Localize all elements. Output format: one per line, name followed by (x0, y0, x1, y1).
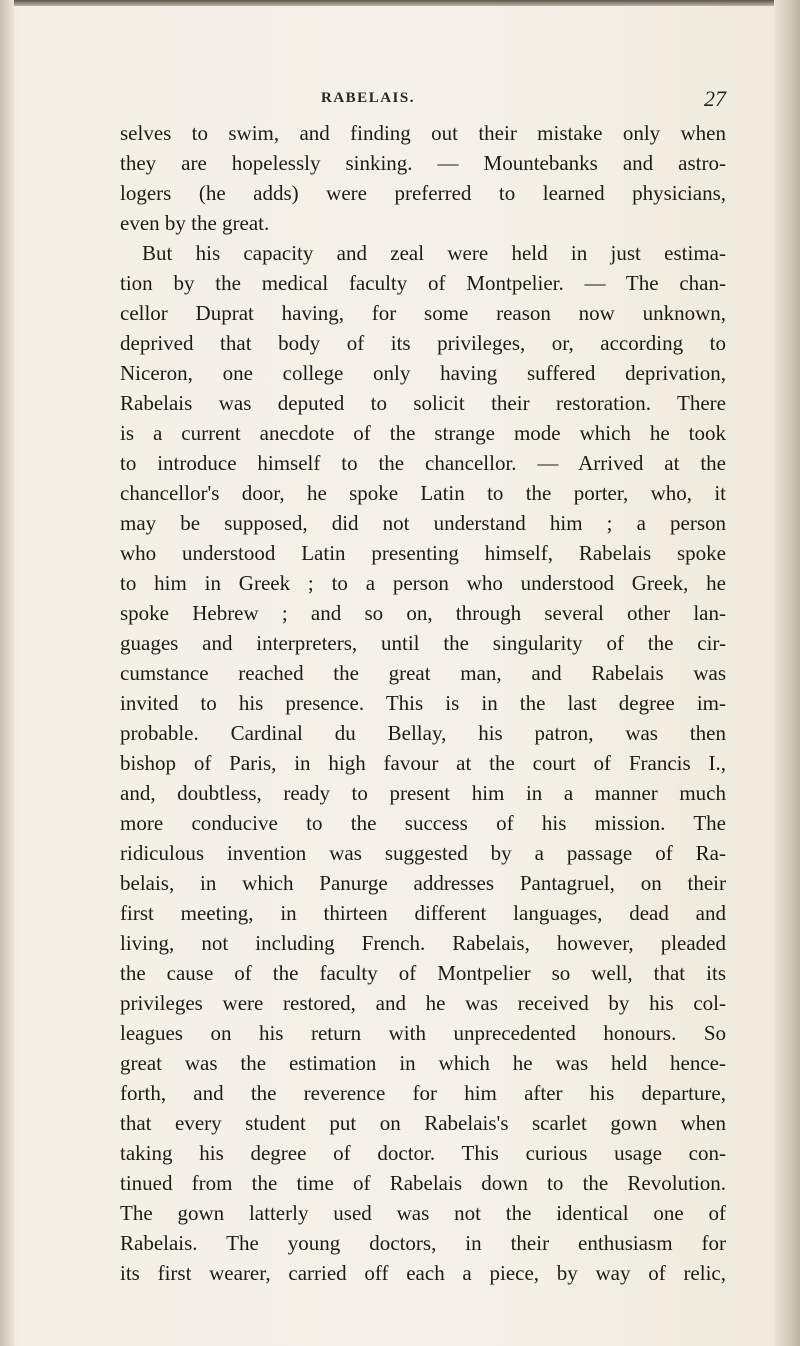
body-text (120, 118, 726, 1288)
text-line: first meeting, in thirteen different languages, dead and (120, 901, 726, 925)
page-top-edge (0, 0, 800, 6)
text-line: the cause of the faculty of Montpelier so well, that its (120, 961, 726, 985)
text-line: selves to swim, and finding out their mistake only when (120, 121, 726, 145)
text-line: spoke Hebrew ; and so on, through several other lan- (120, 601, 726, 625)
text-line: ridiculous invention was suggested by a passage of Ra- (120, 841, 726, 865)
page-right-edge (774, 0, 800, 1346)
text-line: to him in Greek ; to a person who understood Greek, he (120, 571, 726, 595)
text-line: bishop of Paris, in high favour at the court of Francis I., (120, 751, 726, 775)
text-line: probable. Cardinal du Bellay, his patron, was then (120, 721, 726, 745)
text-line: its first wearer, carried off each a piece, by way of relic, (120, 1261, 726, 1285)
text-line: that every student put on Rabelais's scarlet gown when (120, 1111, 726, 1135)
text-line: cumstance reached the great man, and Rabelais was (120, 661, 726, 685)
text-line: living, not including French. Rabelais, however, pleaded (120, 931, 726, 955)
text-line: to introduce himself to the chancellor. — Arrived at the (120, 451, 726, 475)
text-line: guages and interpreters, until the singularity of the cir- (120, 631, 726, 655)
page-number: 27 (704, 86, 726, 111)
text-line: tinued from the time of Rabelais down to the Revolution. (120, 1171, 726, 1195)
text-line: Niceron, one college only having suffered deprivation, (120, 361, 726, 385)
text-line: tion by the medical faculty of Montpelier. — The chan- (120, 271, 726, 295)
text-line: taking his degree of doctor. This curious usage con- (120, 1141, 726, 1165)
page-left-edge (0, 0, 14, 1346)
page-header (120, 86, 726, 116)
text-line: may be supposed, did not understand him ; a person (120, 511, 726, 535)
text-line: and, doubtless, ready to present him in a manner much (120, 781, 726, 805)
text-line: Rabelais. The young doctors, in their enthusiasm for (120, 1231, 726, 1255)
text-line: who understood Latin presenting himself, Rabelais spoke (120, 541, 726, 565)
text-line: But his capacity and zeal were held in just estima- (142, 241, 726, 265)
text-line: cellor Duprat having, for some reason now unknown, (120, 301, 726, 325)
text-line: forth, and the reverence for him after his departure, (120, 1081, 726, 1105)
running-head: RABELAIS. (321, 90, 415, 106)
text-line: is a current anecdote of the strange mode which he took (120, 421, 726, 445)
text-line: logers (he adds) were preferred to learned physicians, (120, 181, 726, 205)
text-line: even by the great. (120, 211, 270, 235)
text-line: belais, in which Panurge addresses Pantagruel, on their (120, 871, 726, 895)
text-line: great was the estimation in which he was held hence- (120, 1051, 726, 1075)
text-line: invited to his presence. This is in the last degree im- (120, 691, 726, 715)
text-line: more conducive to the success of his mission. The (120, 811, 726, 835)
text-line: Rabelais was deputed to solicit their restoration. There (120, 391, 726, 415)
text-line: deprived that body of its privileges, or, according to (120, 331, 726, 355)
text-line: leagues on his return with unprecedented honours. So (120, 1021, 726, 1045)
text-line: they are hopelessly sinking. — Mountebanks and astro- (120, 151, 726, 175)
text-line: The gown latterly used was not the identical one of (120, 1201, 726, 1225)
text-line: privileges were restored, and he was received by his col- (120, 991, 726, 1015)
text-line: chancellor's door, he spoke Latin to the porter, who, it (120, 481, 726, 505)
